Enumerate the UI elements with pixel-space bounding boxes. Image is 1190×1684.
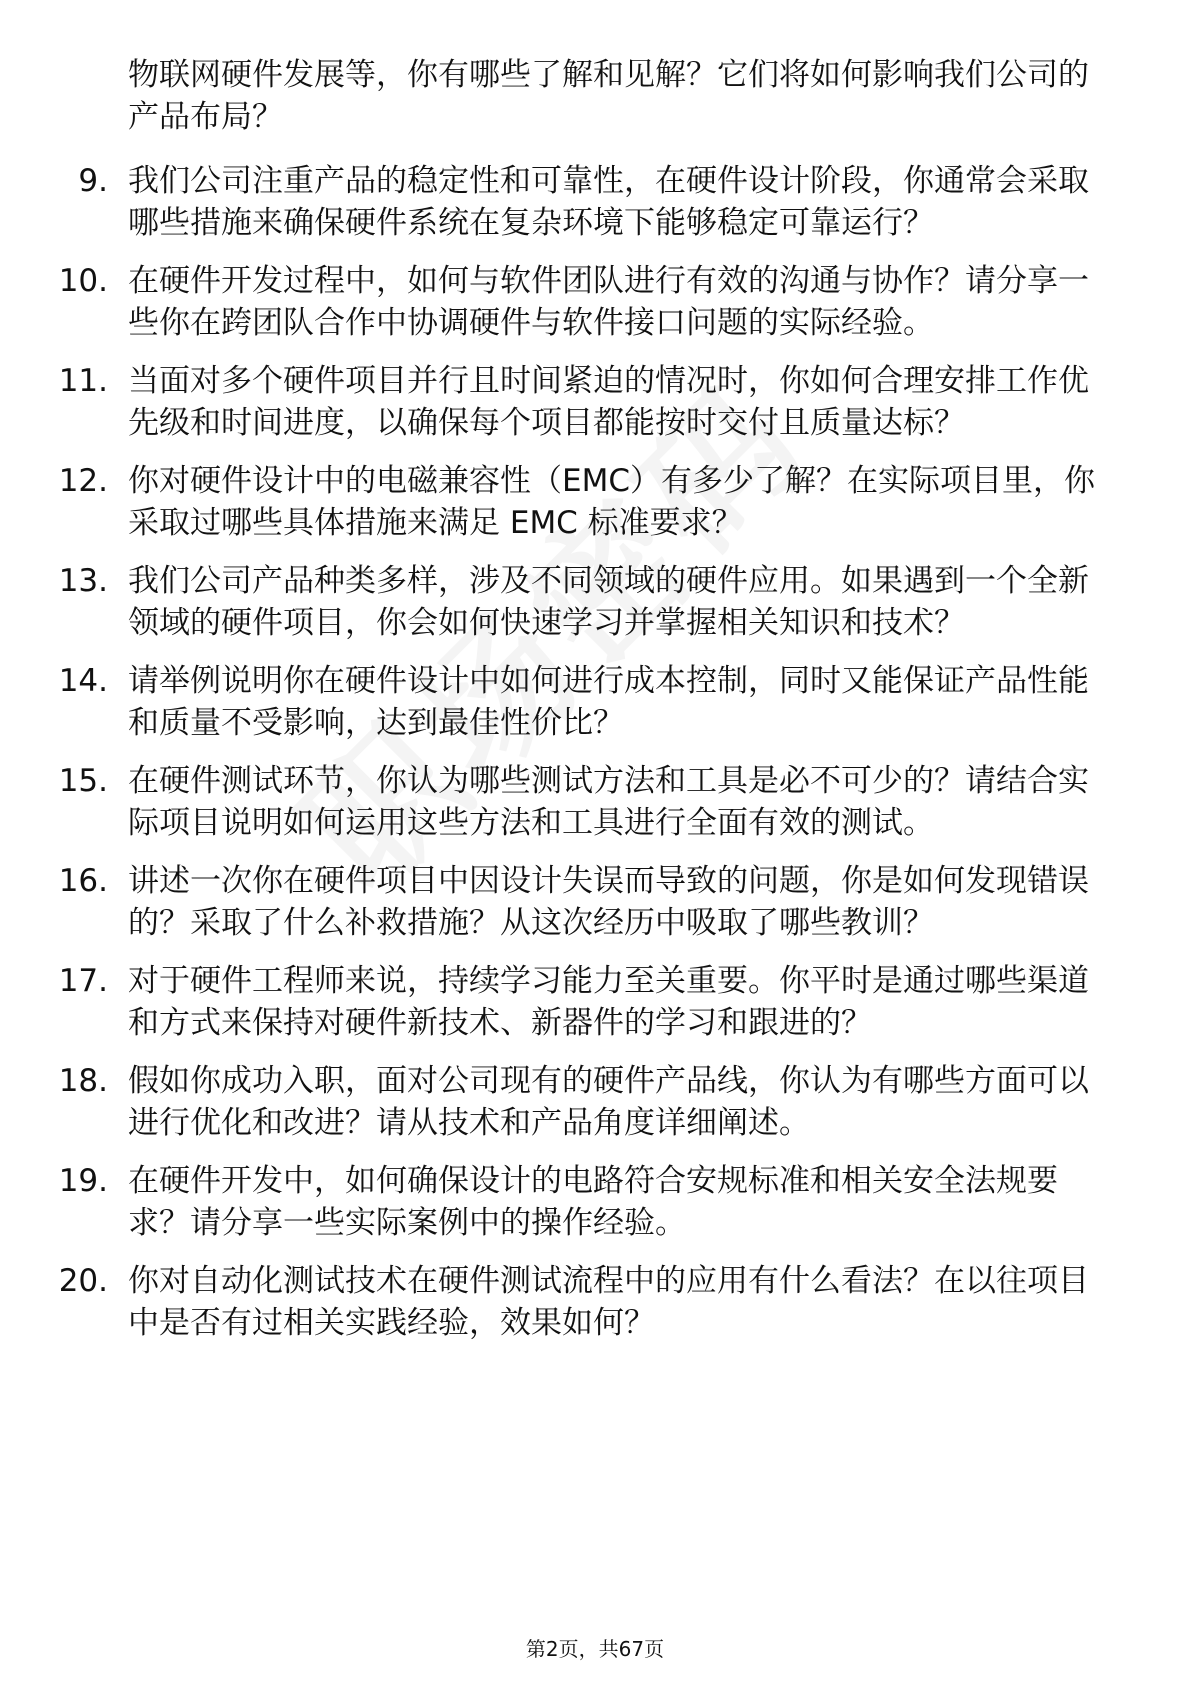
question-number: 9. — [78, 163, 108, 199]
question-item — [0, 560, 1190, 644]
question-item — [0, 160, 1190, 244]
question-text: 假如你成功入职，面对公司现有的硬件产品线，你认为有哪些方面可以进行优化和改进？请从技术和产品角度详细阐述。 — [128, 1063, 1089, 1141]
question-item — [0, 1060, 1190, 1144]
question-number: 11. — [58, 363, 108, 399]
question-item — [0, 960, 1190, 1044]
question-item — [0, 760, 1190, 844]
question-text: 我们公司注重产品的稳定性和可靠性，在硬件设计阶段，你通常会采取哪些措施来确保硬件系统在复杂环境下能够稳定可靠运行？ — [128, 163, 1089, 241]
question-item — [0, 860, 1190, 944]
question-number: 12. — [58, 463, 108, 499]
page-footer: 第2页，共67页 — [525, 1637, 665, 1661]
question-number: 19. — [58, 1163, 108, 1199]
question-text: 你对硬件设计中的电磁兼容性（EMC）有多少了解？在实际项目里，你采取过哪些具体措施来满足 EMC 标准要求？ — [128, 463, 1095, 541]
question-item — [0, 1260, 1190, 1344]
continuation-paragraph: 物联网硬件发展等，你有哪些了解和见解？它们将如何影响我们公司的产品布局？ — [128, 57, 1089, 135]
question-number: 17. — [58, 963, 108, 999]
question-item — [0, 1160, 1190, 1244]
question-list — [0, 160, 1190, 1360]
question-number: 13. — [58, 563, 108, 599]
question-number: 18. — [58, 1063, 108, 1099]
question-item — [0, 460, 1190, 544]
question-text: 我们公司产品种类多样，涉及不同领域的硬件应用。如果遇到一个全新领域的硬件项目，你会如何快速学习并掌握相关知识和技术？ — [128, 563, 1089, 641]
question-number: 14. — [58, 663, 108, 699]
question-number: 10. — [58, 263, 108, 299]
question-text: 在硬件开发中，如何确保设计的电路符合安规标准和相关安全法规要求？请分享一些实际案例中的操作经验。 — [128, 1163, 1058, 1241]
question-text: 对于硬件工程师来说，持续学习能力至关重要。你平时是通过哪些渠道和方式来保持对硬件新技术、新器件的学习和跟进的？ — [128, 963, 1089, 1041]
question-item — [0, 260, 1190, 344]
question-text: 在硬件测试环节，你认为哪些测试方法和工具是必不可少的？请结合实际项目说明如何运用这些方法和工具进行全面有效的测试。 — [128, 763, 1089, 841]
question-item — [0, 360, 1190, 444]
question-number: 16. — [58, 863, 108, 899]
question-text: 当面对多个硬件项目并行且时间紧迫的情况时，你如何合理安排工作优先级和时间进度，以确保每个项目都能按时交付且质量达标？ — [128, 363, 1089, 441]
question-number: 15. — [58, 763, 108, 799]
question-item — [0, 660, 1190, 744]
question-text: 在硬件开发过程中，如何与软件团队进行有效的沟通与协作？请分享一些你在跨团队合作中协调硬件与软件接口问题的实际经验。 — [128, 263, 1089, 341]
question-number: 20. — [58, 1263, 108, 1299]
question-text: 你对自动化测试技术在硬件测试流程中的应用有什么看法？在以往项目中是否有过相关实践经验，效果如何？ — [128, 1263, 1089, 1341]
question-text: 请举例说明你在硬件设计中如何进行成本控制，同时又能保证产品性能和质量不受影响，达到最佳性价比？ — [128, 663, 1089, 741]
question-text: 讲述一次你在硬件项目中因设计失误而导致的问题，你是如何发现错误的？采取了什么补救措施？从这次经历中吸取了哪些教训？ — [128, 863, 1089, 941]
